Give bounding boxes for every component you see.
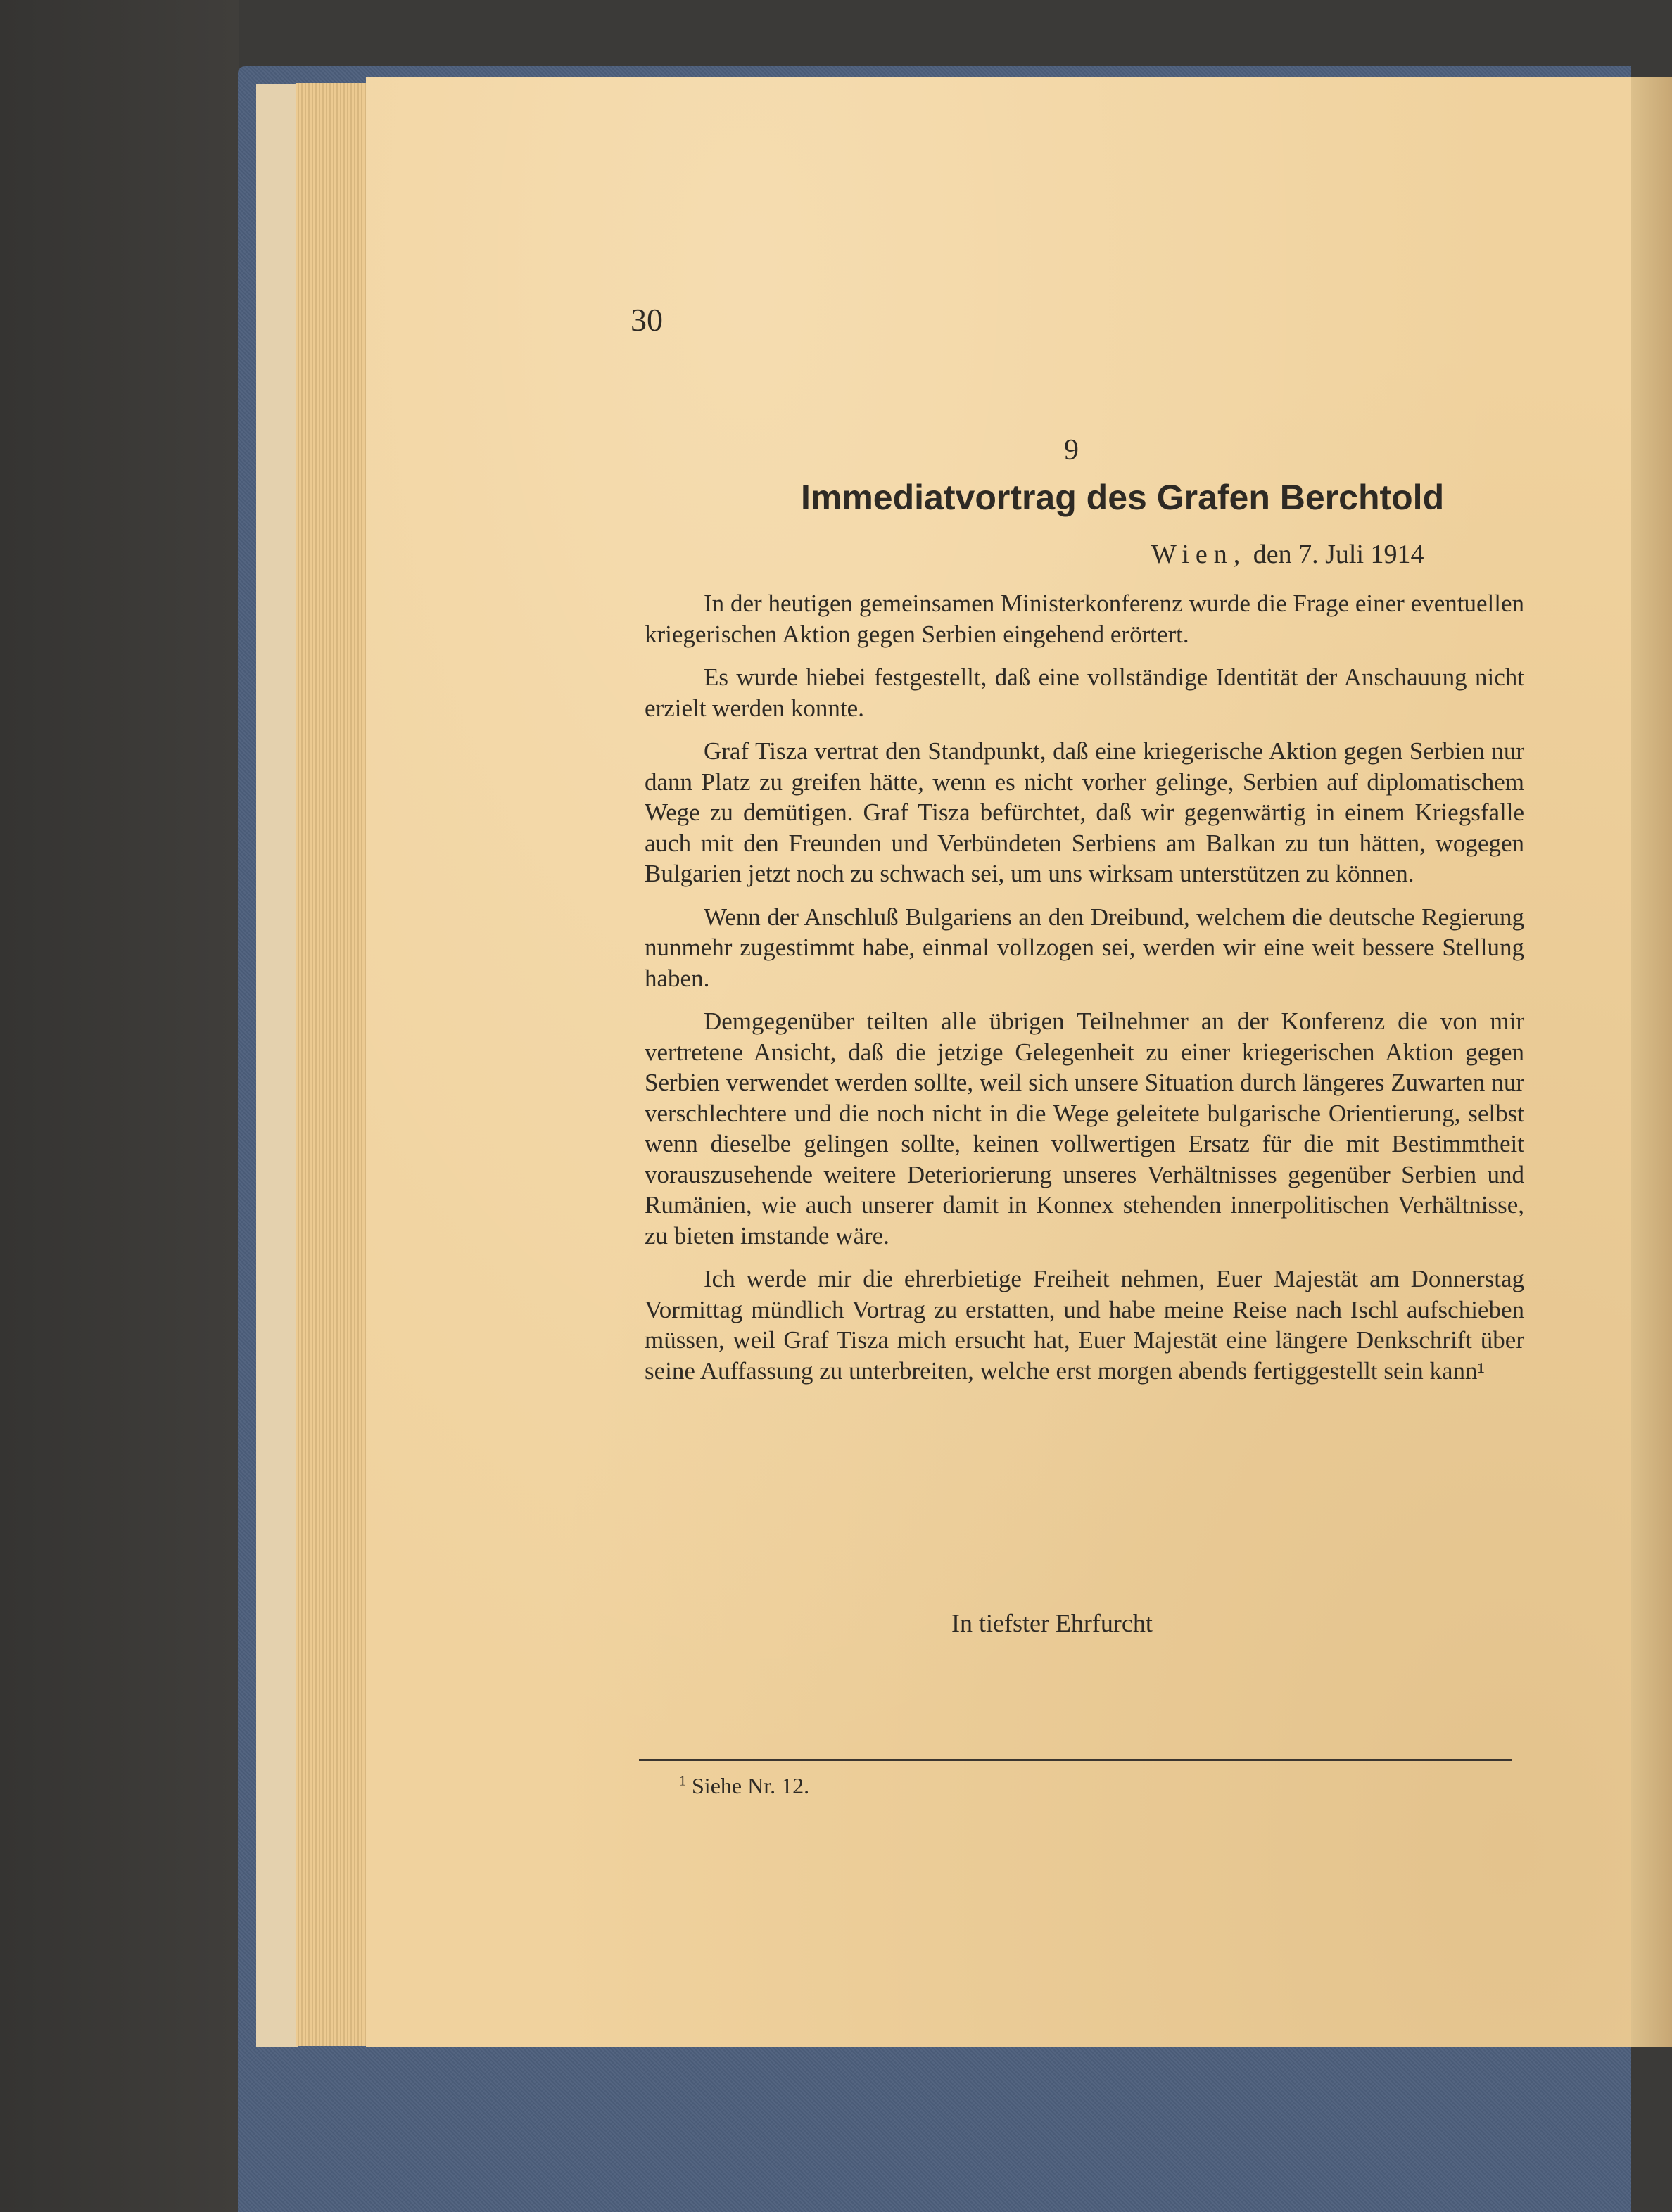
page-number: 30 xyxy=(631,302,663,338)
paragraph: Graf Tisza vertrat den Standpunkt, daß eine kriegerische Aktion gegen Serbien nur dann Platz zu greifen hätte, wenn es nicht vorher gelinge, Serbien auf diplomatischem Wege zu demütigen. Graf Tisza befürchtet, daß wir gegenwärtig in einem Kriegsfalle auch mit den Freunden und Verbündeten Serbiens am Balkan zu tun hätten, wogegen Bulgarien jetzt noch zu schwach sei, um uns wirksam unterstützen zu können. xyxy=(645,737,1524,887)
paragraph: Es wurde hiebei festgestellt, daß eine vollständige Identität der Anschauung nicht erzielt werden konnte. xyxy=(645,663,1524,722)
page-curl-edge xyxy=(1631,77,1672,2047)
footnote-divider xyxy=(639,1759,1512,1761)
page-stack-edges xyxy=(296,83,373,2046)
dateline-date: den 7. Juli 1914 xyxy=(1246,540,1424,569)
paragraph: In der heutigen gemeinsamen Ministerkonferenz wurde die Frage einer eventuellen kriegerischen Aktion gegen Serbien eingehend erörtert. xyxy=(645,590,1524,648)
document-body xyxy=(645,588,1524,1399)
footnote-text: Siehe Nr. 12. xyxy=(692,1773,810,1798)
background-surface xyxy=(0,0,239,2212)
paragraph: Ich werde mir die ehrerbietige Freiheit nehmen, Euer Majestät am Donnerstag Vormittag mündlich Vortrag zu erstatten, und habe meine Reise nach Ischl aufschieben müssen, weil Graf Tisza mich ersucht hat, Euer Majestät eine längere Denkschrift über seine Auffassung zu unterbreiten, welche erst morgen abends fertiggestellt sein kann¹ xyxy=(645,1265,1524,1385)
footnote xyxy=(679,1773,809,1799)
document-title: Immediatvortrag des Grafen Berchtold xyxy=(801,478,1445,517)
cover-inner-edge xyxy=(256,84,298,2047)
paragraph: Demgegenüber teilten alle übrigen Teilnehmer an der Konferenz die von mir vertretene Ansicht, daß die jetzige Gelegenheit zu einer kriegerischen Aktion gegen Serbien verwendet werden sollte, weil sich unsere Situation durch längeres Zuwarten nur verschlechtere und die noch nicht in die Wege geleitete bulgarische Orientierung, selbst wenn dieselbe gelingen sollte, keinen vollwertigen Ersatz für die mit Bestimmtheit vorauszusehende weitere Deteriorierung unseres Verhältnisses gegenüber Serbien und Rumänien, wie auch unserer damit in Konnex stehenden innerpolitischen Verhältnisse, zu bieten imstande wäre. xyxy=(645,1008,1524,1250)
closing-salutation: In tiefster Ehrfurcht xyxy=(951,1609,1153,1637)
dateline xyxy=(1151,539,1424,570)
paragraph: Wenn der Anschluß Bulgariens an den Dreibund, welchem die deutsche Regierung nunmehr zugestimmt habe, einmal vollzogen sei, werden wir eine weit bessere Stellung haben. xyxy=(645,903,1524,992)
document-number: 9 xyxy=(1064,434,1079,466)
dateline-place: Wien, xyxy=(1151,540,1247,569)
footnote-marker: 1 xyxy=(679,1773,686,1789)
